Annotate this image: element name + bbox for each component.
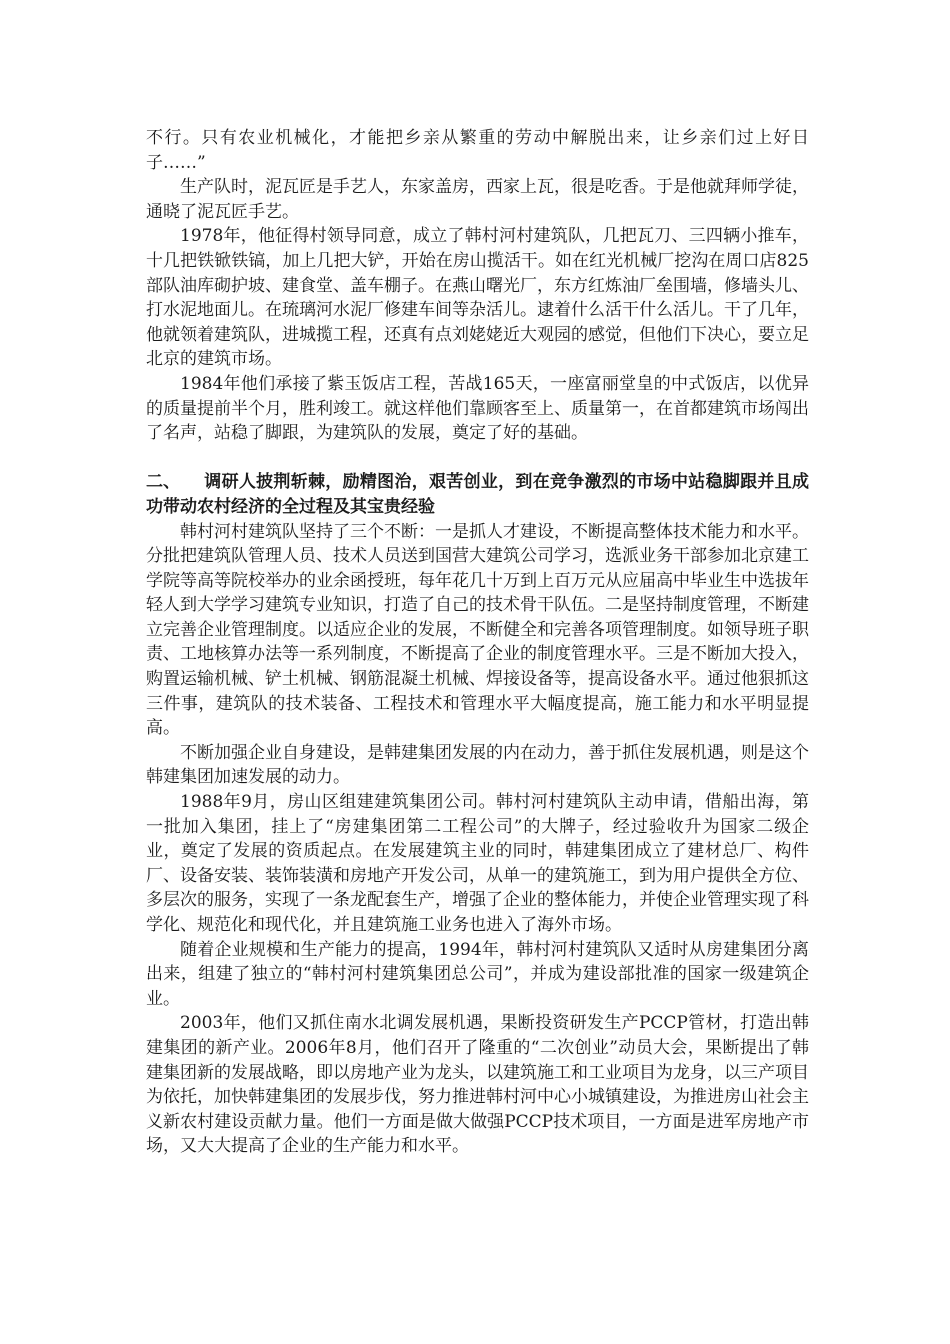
section-title: 调研人披荆斩棘，励精图治，艰苦创业，到在竞争激烈的市场中站稳脚跟并且成功带动农村经济的全过程及其宝贵经验 <box>146 472 809 517</box>
body-paragraph: 不断加强企业自身建设，是韩建集团发展的内在动力，善于抓住发展机遇，则是这个韩建集团加速发展的动力。 <box>146 742 809 788</box>
body-paragraph: 不行。只有农业机械化，才能把乡亲从繁重的劳动中解脱出来，让乡亲们过上好日子……” <box>146 128 809 173</box>
section-heading <box>146 470 809 519</box>
body-paragraph: 2003年，他们又抓住南水北调发展机遇，果断投资研发生产PCCP管材，打造出韩建集团的新产业。2006年8月，他们召开了隆重的“二次创业”动员大会，果断提出了韩建集团新的发展战略，即以房地产业为龙头，以建筑施工和工业项目为龙身，以三产项目为依托，加快韩建集团的发展步伐，努力推进韩村河中心小城镇建设，为推进房山社会主义新农村建设贡献力量。他们一方面是做大做强PCCP技术项目，一方面是进军房地产市场，又大大提高了企业的生产能力和水平。 <box>146 1013 809 1157</box>
body-paragraph: 1978年，他征得村领导同意，成立了韩村河村建筑队，几把瓦刀、三四辆小推车，十几把铁锨铁镐，加上几把大铲，开始在房山揽活干。如在红光机械厂挖沟在周口店825部队油库砌护坡、建食堂、盖车棚子。在燕山曙光厂，东方红炼油厂垒围墙，修墙头儿、打水泥地面儿。在琉璃河水泥厂修建车间等杂活儿。逮着什么活干什么活儿。干了几年，他就领着建筑队，进城揽工程，还真有点刘姥姥近大观园的感觉，但他们下决心，要立足北京的建筑市场。 <box>146 226 809 370</box>
body-paragraph: 韩村河村建筑队坚持了三个不断：一是抓人才建设，不断提高整体技术能力和水平。分批把建筑队管理人员、技术人员送到国营大建筑公司学习，选派业务干部参加北京建工学院等高等院校举办的业余函授班，每年花几十万到上百万元从应届高中毕业生中选拔年轻人到大学学习建筑专业知识，打造了自己的技术骨干队伍。二是坚持制度管理，不断建立完善企业管理制度。以适应企业的发展，不断健全和完善各项管理制度。如领导班子职责、工地核算办法等一系列制度，不断提高了企业的制度管理水平。三是不断加大投入，购置运输机械、铲土机械、钢筋混凝土机械、焊接设备等，提高设备水平。通过他狠抓这三件事，建筑队的技术装备、工程技术和管理水平大幅度提高，施工能力和水平明显提高。 <box>146 521 809 739</box>
document-page <box>146 126 809 1159</box>
body-paragraph: 随着企业规模和生产能力的提高，1994年，韩村河村建筑队又适时从房建集团分离出来，组建了独立的“韩村河村建筑集团总公司”，并成为建设部批准的国家一级建筑企业。 <box>146 939 809 1009</box>
body-paragraph: 1988年9月，房山区组建建筑集团公司。韩村河村建筑队主动申请，借船出海，第一批加入集团，挂上了“房建集团第二工程公司”的大牌子，经过验收升为国家二级企业，奠定了发展的资质起点。在发展建筑主业的同时，韩建集团成立了建材总厂、构件厂、设备安装、装饰装潢和房地产开发公司，从单一的建筑施工，到为用户提供全方位、多层次的服务，实现了一条龙配套生产，增强了企业的整体能力，并使企业管理实现了科学化、规范化和现代化，并且建筑施工业务也进入了海外市场。 <box>146 792 809 935</box>
body-paragraph: 生产队时，泥瓦匠是手艺人，东家盖房，西家上瓦，很是吃香。于是他就拜师学徒，通晓了泥瓦匠手艺。 <box>146 177 809 222</box>
section-number: 二、 <box>146 472 180 493</box>
body-paragraph: 1984年他们承接了紫玉饭店工程，苦战165天，一座富丽堂皇的中式饭店，以优异的质量提前半个月，胜利竣工。就这样他们靠顾客至上、质量第一，在首都建筑市场闯出了名声，站稳了脚跟，为建筑队的发展，奠定了好的基础。 <box>146 373 809 444</box>
